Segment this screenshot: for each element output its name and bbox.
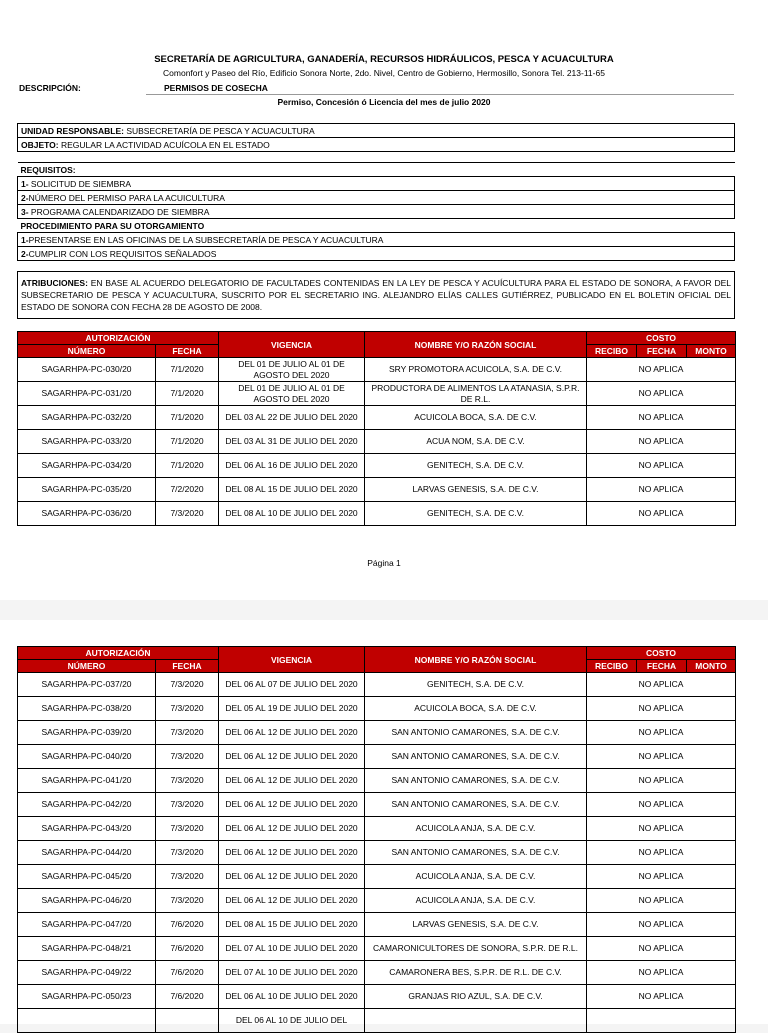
vigencia-cell: DEL 08 AL 15 DE JULIO DEL 2020 (219, 478, 365, 502)
numero-cell: SAGARHPA-PC-047/20 (18, 913, 156, 937)
numero-cell: SAGARHPA-PC-043/20 (18, 817, 156, 841)
fecha-cell: 7/3/2020 (156, 769, 219, 793)
numero-cell: SAGARHPA-PC-045/20 (18, 865, 156, 889)
fecha-cell: 7/3/2020 (156, 865, 219, 889)
requisito-row: 3- PROGRAMA CALENDARIZADO DE SIEMBRA (18, 205, 735, 219)
numero-cell: SAGARHPA-PC-050/23 (18, 985, 156, 1009)
table-row (18, 502, 736, 526)
fecha-cell: 7/6/2020 (156, 985, 219, 1009)
nombre-header: NOMBRE Y/O RAZÓN SOCIAL (365, 332, 587, 358)
vigencia-cell: DEL 06 AL 10 DE JULIO DEL 2020 (219, 985, 365, 1009)
costo-cell: NO APLICA (587, 985, 736, 1009)
costo-cell: NO APLICA (587, 697, 736, 721)
procedimiento-row: 1-PRESENTARSE EN LAS OFICINAS DE LA SUBSECRETARÍA DE PESCA Y ACUACULTURA (18, 233, 735, 247)
costo-cell: NO APLICA (587, 358, 736, 382)
autorizacion-header: AUTORIZACIÓN (18, 332, 219, 345)
numero-cell: SAGARHPA-PC-034/20 (18, 454, 156, 478)
objeto-row: OBJETO: REGULAR LA ACTIVIDAD ACUÍCOLA EN EL ESTADO (18, 138, 735, 152)
costo-cell: NO APLICA (587, 745, 736, 769)
numero-cell: SAGARHPA-PC-035/20 (18, 478, 156, 502)
costo-cell: NO APLICA (587, 406, 736, 430)
fecha-cell: 7/3/2020 (156, 697, 219, 721)
fecha-cell: 7/3/2020 (156, 793, 219, 817)
fecha-cell: 7/6/2020 (156, 961, 219, 985)
numero-cell: SAGARHPA-PC-041/20 (18, 769, 156, 793)
recibo-header: RECIBO (587, 660, 637, 673)
costo-cell: NO APLICA (587, 502, 736, 526)
vigencia-header: VIGENCIA (219, 332, 365, 358)
table-row (18, 841, 736, 865)
nombre-cell: GRANJAS RIO AZUL, S.A. DE C.V. (365, 985, 587, 1009)
numero-cell: SAGARHPA-PC-030/20 (18, 358, 156, 382)
info-table (17, 123, 735, 319)
table-row (18, 913, 736, 937)
table-row (18, 721, 736, 745)
nombre-cell: ACUICOLA ANJA, S.A. DE C.V. (365, 865, 587, 889)
numero-cell: SAGARHPA-PC-036/20 (18, 502, 156, 526)
table-row (18, 745, 736, 769)
numero-cell: SAGARHPA-PC-037/20 (18, 673, 156, 697)
table-row (18, 430, 736, 454)
vigencia-cell: DEL 06 AL 12 DE JULIO DEL 2020 (219, 889, 365, 913)
table-row (18, 769, 736, 793)
vigencia-cell: DEL 08 AL 10 DE JULIO DEL 2020 (219, 502, 365, 526)
description-underline (146, 94, 734, 95)
nombre-cell: LARVAS GENESIS, S.A. DE C.V. (365, 913, 587, 937)
requisito-row: 1- SOLICITUD DE SIEMBRA (18, 177, 735, 191)
numero-header: NÚMERO (18, 660, 156, 673)
fecha-costo-header: FECHA (637, 660, 687, 673)
vigencia-cell: DEL 06 AL 10 DE JULIO DEL (219, 1009, 365, 1033)
vigencia-cell: DEL 07 AL 10 DE JULIO DEL 2020 (219, 961, 365, 985)
nombre-cell: ACUICOLA ANJA, S.A. DE C.V. (365, 889, 587, 913)
nombre-cell: LARVAS GENESIS, S.A. DE C.V. (365, 478, 587, 502)
permits-table-page-1 (17, 331, 736, 526)
vigencia-cell: DEL 06 AL 12 DE JULIO DEL 2020 (219, 793, 365, 817)
nombre-cell: GENITECH, S.A. DE C.V. (365, 502, 587, 526)
fecha-cell: 7/1/2020 (156, 382, 219, 406)
costo-cell: NO APLICA (587, 673, 736, 697)
description-label: DESCRIPCIÓN: (19, 83, 81, 93)
vigencia-cell: DEL 06 AL 12 DE JULIO DEL 2020 (219, 817, 365, 841)
fecha-cell: 7/3/2020 (156, 673, 219, 697)
fecha-cell: 7/1/2020 (156, 358, 219, 382)
nombre-cell: SAN ANTONIO CAMARONES, S.A. DE C.V. (365, 721, 587, 745)
table-row (18, 889, 736, 913)
nombre-cell: GENITECH, S.A. DE C.V. (365, 673, 587, 697)
numero-cell: SAGARHPA-PC-046/20 (18, 889, 156, 913)
numero-cell: SAGARHPA-PC-040/20 (18, 745, 156, 769)
table-row (18, 817, 736, 841)
fecha-cell: 7/1/2020 (156, 430, 219, 454)
costo-cell: NO APLICA (587, 769, 736, 793)
costo-cell: NO APLICA (587, 382, 736, 406)
numero-cell: SAGARHPA-PC-038/20 (18, 697, 156, 721)
numero-cell: SAGARHPA-PC-031/20 (18, 382, 156, 406)
vigencia-cell: DEL 06 AL 16 DE JULIO DEL 2020 (219, 454, 365, 478)
nombre-cell: CAMARONICULTORES DE SONORA, S.P.R. DE R.L. (365, 937, 587, 961)
vigencia-cell: DEL 05 AL 19 DE JULIO DEL 2020 (219, 697, 365, 721)
fecha-cell: 7/1/2020 (156, 406, 219, 430)
numero-cell: SAGARHPA-PC-049/22 (18, 961, 156, 985)
permit-subtitle: Permiso, Concesión ó Licencia del mes de julio 2020 (277, 97, 491, 107)
table-row (18, 697, 736, 721)
fecha-cell: 7/3/2020 (156, 817, 219, 841)
vigencia-cell: DEL 06 AL 12 DE JULIO DEL 2020 (219, 865, 365, 889)
vigencia-cell: DEL 07 AL 10 DE JULIO DEL 2020 (219, 937, 365, 961)
nombre-cell: ACUICOLA ANJA, S.A. DE C.V. (365, 817, 587, 841)
vigencia-cell: DEL 03 AL 22 DE JULIO DEL 2020 (219, 406, 365, 430)
costo-header: COSTO (587, 647, 736, 660)
requisitos-heading: REQUISITOS: (20, 164, 76, 175)
nombre-cell: SAN ANTONIO CAMARONES, S.A. DE C.V. (365, 769, 587, 793)
fecha-cell: 7/3/2020 (156, 841, 219, 865)
nombre-cell: ACUA NOM, S.A. DE C.V. (365, 430, 587, 454)
table-row (18, 1009, 736, 1033)
costo-cell: NO APLICA (587, 913, 736, 937)
table-row (18, 358, 736, 382)
vigencia-cell: DEL 01 DE JULIO AL 01 DE AGOSTO DEL 2020 (219, 382, 365, 406)
procedimiento-heading: PROCEDIMIENTO PARA SU OTORGAMIENTO (20, 220, 205, 231)
table-row (18, 793, 736, 817)
fecha-header: FECHA (156, 345, 219, 358)
costo-cell (587, 1009, 736, 1033)
nombre-cell: CAMARONERA BES, S.P.R. DE R.L. DE C.V. (365, 961, 587, 985)
vigencia-cell: DEL 06 AL 12 DE JULIO DEL 2020 (219, 721, 365, 745)
numero-cell: SAGARHPA-PC-044/20 (18, 841, 156, 865)
table-row (18, 937, 736, 961)
table-row (18, 985, 736, 1009)
page-number: Página 1 (367, 558, 401, 568)
unidad-row: UNIDAD RESPONSABLE: SUBSECRETARÍA DE PESCA Y ACUACULTURA (18, 124, 735, 138)
costo-cell: NO APLICA (587, 889, 736, 913)
fecha-cell: 7/3/2020 (156, 745, 219, 769)
costo-cell: NO APLICA (587, 865, 736, 889)
costo-cell: NO APLICA (587, 817, 736, 841)
permits-table-page-2 (17, 646, 736, 1033)
vigencia-cell: DEL 06 AL 12 DE JULIO DEL 2020 (219, 745, 365, 769)
autorizacion-header: AUTORIZACIÓN (18, 647, 219, 660)
fecha-cell: 7/6/2020 (156, 913, 219, 937)
nombre-cell: ACUICOLA BOCA, S.A. DE C.V. (365, 697, 587, 721)
vigencia-cell: DEL 06 AL 12 DE JULIO DEL 2020 (219, 769, 365, 793)
fecha-cell: 7/3/2020 (156, 502, 219, 526)
nombre-cell: SRY PROMOTORA ACUICOLA, S.A. DE C.V. (365, 358, 587, 382)
nombre-cell: SAN ANTONIO CAMARONES, S.A. DE C.V. (365, 793, 587, 817)
vigencia-cell: DEL 06 AL 07 DE JULIO DEL 2020 (219, 673, 365, 697)
recibo-header: RECIBO (587, 345, 637, 358)
vigencia-cell: DEL 03 AL 31 DE JULIO DEL 2020 (219, 430, 365, 454)
spacer-row (18, 152, 735, 163)
costo-cell: NO APLICA (587, 454, 736, 478)
fecha-cell: 7/6/2020 (156, 937, 219, 961)
table-row (18, 865, 736, 889)
vigencia-cell: DEL 08 AL 15 DE JULIO DEL 2020 (219, 913, 365, 937)
nombre-cell: PRODUCTORA DE ALIMENTOS LA ATANASIA, S.P.R. DE R.L. (365, 382, 587, 406)
vigencia-cell: DEL 01 DE JULIO AL 01 DE AGOSTO DEL 2020 (219, 358, 365, 382)
fecha-cell: 7/2/2020 (156, 478, 219, 502)
numero-cell: SAGARHPA-PC-032/20 (18, 406, 156, 430)
costo-cell: NO APLICA (587, 430, 736, 454)
numero-cell: SAGARHPA-PC-042/20 (18, 793, 156, 817)
spacer-row (18, 261, 735, 272)
table-row (18, 382, 736, 406)
address-line: Comonfort y Paseo del Río, Edificio Sonora Norte, 2do. Nivel, Centro de Gobierno, Hermosillo, Sonora Tel. 213-11-65 (163, 68, 605, 78)
fecha-cell: 7/3/2020 (156, 889, 219, 913)
vigencia-cell: DEL 06 AL 12 DE JULIO DEL 2020 (219, 841, 365, 865)
fecha-costo-header: FECHA (637, 345, 687, 358)
costo-cell: NO APLICA (587, 937, 736, 961)
fecha-cell (156, 1009, 219, 1033)
nombre-cell: GENITECH, S.A. DE C.V. (365, 454, 587, 478)
costo-cell: NO APLICA (587, 721, 736, 745)
nombre-cell: SAN ANTONIO CAMARONES, S.A. DE C.V. (365, 745, 587, 769)
requisito-row: 2-NÚMERO DEL PERMISO PARA LA ACUICULTURA (18, 191, 735, 205)
nombre-cell (365, 1009, 587, 1033)
procedimiento-row: 2-CUMPLIR CON LOS REQUISITOS SEÑALADOS (18, 247, 735, 261)
table-row (18, 478, 736, 502)
fecha-header: FECHA (156, 660, 219, 673)
fecha-cell: 7/3/2020 (156, 721, 219, 745)
numero-cell: SAGARHPA-PC-048/21 (18, 937, 156, 961)
document-page-2 (0, 620, 768, 1024)
nombre-header: NOMBRE Y/O RAZÓN SOCIAL (365, 647, 587, 673)
table-row (18, 454, 736, 478)
nombre-cell: ACUICOLA BOCA, S.A. DE C.V. (365, 406, 587, 430)
fecha-cell: 7/1/2020 (156, 454, 219, 478)
costo-cell: NO APLICA (587, 793, 736, 817)
nombre-cell: SAN ANTONIO CAMARONES, S.A. DE C.V. (365, 841, 587, 865)
description-value: PERMISOS DE COSECHA (164, 83, 268, 93)
costo-cell: NO APLICA (587, 841, 736, 865)
numero-header: NÚMERO (18, 345, 156, 358)
table-row (18, 961, 736, 985)
costo-header: COSTO (587, 332, 736, 345)
table-row (18, 673, 736, 697)
vigencia-header: VIGENCIA (219, 647, 365, 673)
table-row (18, 406, 736, 430)
atribuciones-row: ATRIBUCIONES: EN BASE AL ACUERDO DELEGATORIO DE FACULTADES CONTENIDAS EN LA LEY DE PESCA Y ACUÍCULTURA PARA EL ESTADO DE SONORA, A FAVOR DEL SUBSECRETARIO DE PESCA Y ACUACULTURA, SUSCRITO POR EL SECRETARIO ING. ALEJANDRO ELÍAS CALLES GUTIÉRREZ, PUBLICADO EN EL BOLETIN OFICIAL DEL ESTADO DE SONORA CON FECHA 28 DE AGOSTO DE 2008. (18, 272, 735, 319)
numero-cell (18, 1009, 156, 1033)
monto-header: MONTO (687, 345, 736, 358)
page-title: SECRETARÍA DE AGRICULTURA, GANADERÍA, RECURSOS HIDRÁULICOS, PESCA Y ACUACULTURA (154, 54, 614, 65)
numero-cell: SAGARHPA-PC-039/20 (18, 721, 156, 745)
costo-cell: NO APLICA (587, 961, 736, 985)
numero-cell: SAGARHPA-PC-033/20 (18, 430, 156, 454)
costo-cell: NO APLICA (587, 478, 736, 502)
monto-header: MONTO (687, 660, 736, 673)
